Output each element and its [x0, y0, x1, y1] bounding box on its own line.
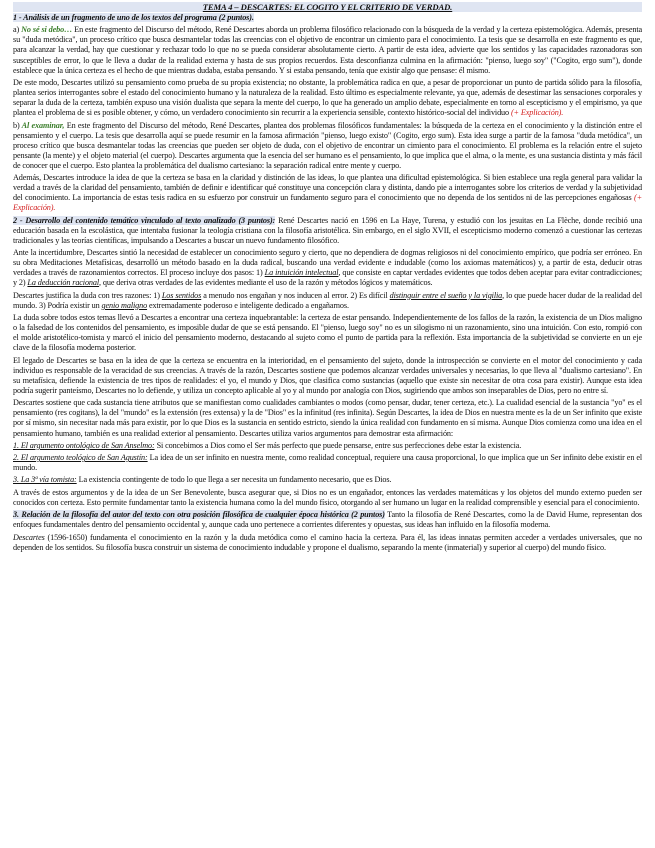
argument-2-title: 2. El argumento teológico de San Agustín: [13, 453, 148, 463]
paragraph-1b-text: En este fragmento del Discurso del método, René Descartes, plantea dos problemas filosóficos fundamentales: la búsqueda de la certeza en el conocimiento y la distinción entre el pensamiento y el cuerpo. La tesis que desarrolla aquí se puede resumir en la famosa afirmación "pienso, luego existo" (Cogito, ergo sum). Esta idea surge a partir de la famosa "duda metódica", un proceso crítico que busca desmantelar todas las creencias que pueden ser objeto de duda, con el objetivo de encontrar un cimiento para el conocimiento. El problema es la relación entre el sujeto pensante (la mente) y el objeto material (el cuerpo). Descartes argumenta que la esencia del ser humano es el pensamiento, lo que implica que el alma, o la mente, es una sustancia distinta y más fácil de conocer que el cuerpo. Esto plantea la problemática del dualismo cartesiano: la separación radical entre mente y cuerpo. [13, 120, 642, 170]
term-evil-genius: genio maligno [101, 300, 148, 310]
argument-2 [13, 453, 642, 473]
paragraph-1b-2 [13, 173, 642, 213]
argument-2-text: La idea de un ser infinito en nuestra mente, como realidad conceptual, requiere una causa proporcional, lo que implica que un Ser infinito debe existir en el mundo. [13, 453, 642, 473]
paragraph-3-1-text: Tanto la filosofía de René Descartes, como la de David Hume, representan dos enfoques fundamentales dentro del pensamiento occidental y, aunque cada uno pertenece a corrientes diferentes y opuestas, sus ideas han influido en la filosofía moderna. [13, 510, 642, 530]
text-run: , que deriva otras verdades de las evidentes mediante el uso de la razón y métodos lógicos y matemáticos. [99, 278, 433, 288]
text-run: extremadamente poderoso e inteligente dedicado a engañarnos. [147, 300, 349, 310]
paragraph-1a-2 [13, 78, 642, 118]
argument-3-title: 3. La 3ª vía tomista: [13, 475, 77, 485]
text-run: , que consiste en captar verdades evidentes que todos deben aceptar para evitar contradicciones; y 2) [13, 268, 642, 288]
text-run: Descartes justifica la duda con tres razones: 1) [13, 290, 160, 300]
term-intellectual-intuition: La intuición intelectual [264, 268, 339, 278]
paragraph-2-1-text: René Descartes nació en 1596 en La Haye, Turena, y estudió con los jesuitas en La Flèche, donde recibió una educación basada en la escolástica, que intentaba fusionar la teología cristiana con la filosofía aristotélica. Sin embargo, en el siglo XVII, el escepticismo moderno comenzó a cuestionar las certezas tradicionales y las teorías científicas, impulsando a Descartes a buscar un nuevo fundamento filosófico. [13, 215, 642, 245]
descartes-lead: Descartes [13, 532, 45, 542]
paragraph-1b [13, 121, 642, 171]
paragraph-1b-2-text: Además, Descartes introduce la idea de que la certeza se basa en la claridad y distinción de las ideas, lo que plantea una dificultad epistemológica. Si bien establece una regla general para validar la verdad a través de la claridad del pensamiento, también de definir e identificar qué constituye una concepción clara y distinta, dando pie a interrogantes sobre los criterios de verdad y la subjetividad del conocimiento. La importancia de estas tesis radica en su esfuerzo por construir un fundamento seguro para el conocimiento que no dependa de los sentidos ni de las percepciones engañosas [13, 173, 642, 203]
paragraph-3-1 [13, 510, 642, 530]
term-dream-vigil: distinguir entre el sueño y la vigilia [389, 290, 503, 300]
paragraph-2-7: A través de estos argumentos y de la idea de un Ser Benevolente, busca asegurar que, si Dios no es un engañador, entonces las verdades matemáticas y los objetos del mundo externo pueden ser conocidos con certeza. Esto permite fundamentar tanto la existencia humana como la del mundo físico, otorgando al ser humano un lugar en la realidad comprensible y esencial para el conocimiento. [13, 487, 642, 507]
section-3-heading: 3. Relación de la filosofía del autor del texto con otra posición filosófica de cualquier época histórica (2 puntos) [13, 510, 385, 520]
page-title: TEMA 4 – DESCARTES: EL COGITO Y EL CRITERIO DE VERDAD. [13, 2, 642, 12]
explanation-tag-b: (+ Explicación). [13, 193, 642, 213]
section-1-heading-para [13, 13, 642, 23]
section-1-heading: 1 - Análisis de un fragmento de uno de los textos del programa (2 puntos). [13, 13, 254, 22]
term-rational-deduction: La deducción racional [27, 278, 100, 288]
term-senses: Los sentidos [161, 290, 202, 300]
paragraph-2-2 [13, 248, 642, 288]
label-a: a) [13, 25, 20, 35]
explanation-tag-a: (+ Explicación). [509, 108, 564, 118]
section-2-heading: 2 - Desarrollo del contenido temático vinculado al texto analizado (3 puntos): [13, 215, 276, 225]
paragraph-1a-2-text: De este modo, Descartes utilizó su pensamiento como prueba de su propia existencia; no obstante, la problemática radica en que, a pesar de proporcionar un punto de partida sólido para la filosofía, plantea serios interrogantes sobre el estado del conocimiento humano y la naturaleza de la realidad. Esto último es especialmente relevante, ya que, además de desestimar las sensaciones corporales y separar la duda de la certeza, también expuso una visión dualista que separa la mente del cuerpo, lo que ha generado un amplio debate, especialmente en torno al escepticismo y el empirismo, ya que plantea el problema de si es posible obtener, y cómo, un verdadero conocimiento sin recurrir a la experiencia sensible, contexto histórico-social del individuo [13, 77, 642, 118]
text-run: a menudo nos engañan y nos inducen al error. 2) Es difícil [201, 290, 388, 300]
paragraph-2-3 [13, 291, 642, 311]
argument-3-text: La existencia contingente de todo lo que llega a ser necesita un fundamento necesario, que es Dios. [76, 475, 392, 485]
fragment-start-marker-b: Al examinar, [19, 120, 65, 130]
paragraph-2-1 [13, 216, 642, 246]
paragraph-2-4: La duda sobre todos estos temas llevó a Descartes a encontrar una certeza inquebrantable: la certeza de estar pensando. Independientemente de los fallos de la razón, la existencia de un Dios maligno o la falsedad de los contenidos del pensamiento, es imposible dudar de que se está pensando. El "pienso, luego soy" no es un silogismo ni un razonamiento, sino una intuición. Con esto, rompió con el molde aristotélico-tomista y marcó el inicio del pensamiento moderno, destacando al sujeto como el punto de partida para la reflexión. Esta importancia de la subjetividad se convierte en un eje clave de la filosofía moderna posterior. [13, 313, 642, 353]
fragment-start-marker-a: No sé si debo… [21, 25, 73, 35]
argument-1-title: 1. El argumento ontológico de San Anselmo: [13, 440, 155, 450]
argument-3 [13, 475, 642, 485]
text-run: , lo que puede hacer dudar de la realidad del mundo. 3) Podría existir un [13, 290, 642, 310]
paragraph-1a [13, 25, 642, 75]
paragraph-3-2-text: (1596-1650) fundamenta el conocimiento en la razón y la duda metódica como el camino hacia la certeza. Para él, las ideas innatas permiten acceder a verdades universales, que no dependen de los sentidos. Su filosofía busca construir un sistema de conocimiento indudable y propone el dualismo, separando la mente (inmaterial) y superior al cuerpo) del mundo físico. [13, 532, 642, 552]
paragraph-2-6: Descartes sostiene que cada sustancia tiene atributos que se manifiestan como cualidades cambiantes o modos (como pensar, dudar, tener certeza, etc.). La cualidad esencial de la sustancia "yo" es el pensamiento (res cogitans), la del "mundo" es la extensión (res extensa) y la de "Dios" es la infinitud (res infinita). Según Descartes, la idea de Dios en nuestra mente es la de un Ser infinito que existe por sí mismo, sin necesitar nada más para existir, por lo que Dios es la sustancia en sentido estricto, siendo la única realidad con fundamento en sí misma. Aunque Dios comienza como una idea en el pensamiento humano, también es una realidad exterior al pensamiento. Descartes utiliza varios argumentos para demostrar esta afirmación: [13, 398, 642, 438]
argument-1 [13, 441, 642, 451]
paragraph-3-2 [13, 533, 642, 553]
text-run: Ante la incertidumbre, Descartes sintió la necesidad de establecer un conocimiento seguro y cierto, que no dependiera de dogmas religiosos ni del conocimiento empírico, que podría ser erróneo. En su obra Meditaciones Metafísicas, desarrolló un método basado en la duda radical, buscando una verdad evidente e indudable (como los axiomas matemáticos) y, a partir de esta, deducir otras verdades a través de razonamientos correctos. El proceso incluye dos pasos: 1) [13, 248, 642, 278]
argument-1-text: Si concebimos a Dios como el Ser más perfecto que puede pensarse, entre sus perfecciones debe estar la existencia. [154, 440, 522, 450]
paragraph-2-5: El legado de Descartes se basa en la idea de que la certeza se encuentra en la interioridad, en el pensamiento del sujeto, donde la introspección se convierte en el motor del conocimiento y cada individuo es responsable de la veracidad de sus creencias. A través de la razón, Descartes sostiene que podemos alcanzar verdades universales y necesarias, lo que lleva al "dualismo cartesiano". En su metafísica, defiende la existencia de tres tipos de realidades: el yo, el mundo y Dios, que clasifica como sustancias (aquello que existe sin necesitar de otra cosa para existir). Aunque esta idea podría sugerir panteísmo, Descartes no lo defiende, y utiliza un concepto aplicable al yo y al mundo por analogía con Dios, sugiriendo que ambos son inseparables de Dios, pero no entre sí. [13, 355, 642, 395]
label-b: b) [13, 120, 20, 130]
paragraph-1a-text: En este fragmento del Discurso del método, René Descartes aborda un problema filosófico relacionado con la búsqueda de la verdad y la certeza epistemológica. Además, presenta su "duda metódica", un proceso crítico que busca desmantelar todas las creencias con el objetivo de encontrar un cimiento para el conocimiento. La tesis que se desarrolla en este fragmento es que, para alcanzar la verdad, hay que cuestionar y rechazar todo lo que no se pueda considerar absolutamente cierto. A partir de esta idea, advierte que los sentidos y las capacidades razonadoras son susceptibles de error, lo que le lleva a dudar de la realidad externa y hasta de sus propios recuerdos. Esta desconfianza culmina en la afirmación: "pienso, luego soy" ("Cogito, ergo sum"), donde establece que la única certeza es el hecho de que mientras dudaba, estaba pensando. Y si estaba pensando, tenía que existir algo que pensase: él mismo. [13, 25, 642, 75]
